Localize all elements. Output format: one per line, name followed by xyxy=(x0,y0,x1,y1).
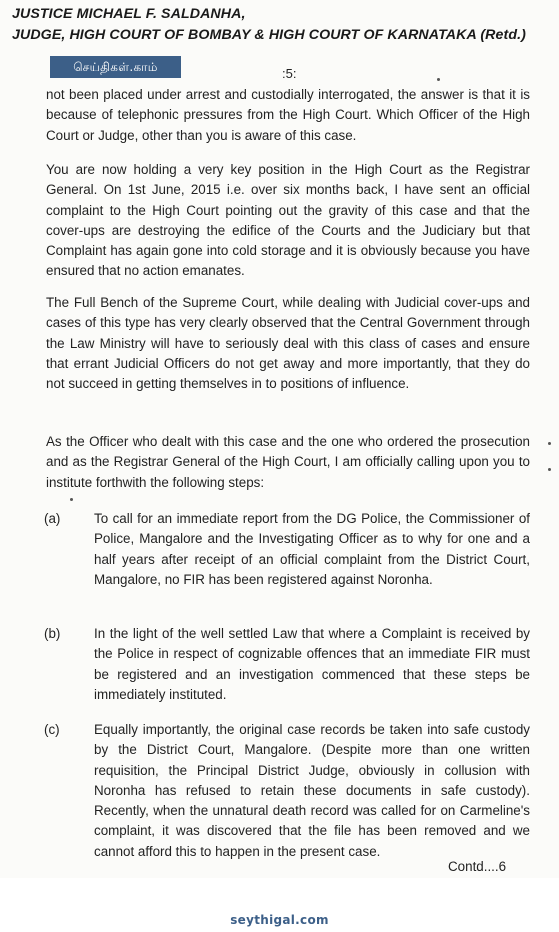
watermark-tag: செய்திகள்.காம் xyxy=(50,56,181,78)
continued-marker: Contd....6 xyxy=(448,859,507,874)
header-title: JUDGE, HIGH COURT OF BOMBAY & HIGH COURT OF KARNATAKA (Retd.) xyxy=(12,27,526,43)
speck-mark xyxy=(548,442,551,445)
speck-mark xyxy=(70,498,73,501)
item-a-text: To call for an immediate report from the DG Police, the Commissioner of Police, Mangalore and the Investigating Officer as to why for one and a half years after receipt of an official complaint from the District Court, Mangalore, no FIR has been registered against Noronha. xyxy=(94,511,530,587)
paragraph-3: The Full Bench of the Supreme Court, while dealing with Judicial cover-ups and cases of this type has very clearly observed that the Central Government through the Law Ministry will have to seriously deal with this class of cases and ensure that errant Judicial Officers do not get away and more importantly, that they do not succeed in getting themselves in to positions of influence. xyxy=(46,295,530,392)
site-watermark: seythigal.com xyxy=(230,913,329,927)
item-a-letter: (a) xyxy=(44,511,61,526)
speck-mark xyxy=(437,78,440,81)
item-b-letter: (b) xyxy=(44,626,61,641)
item-b-text: In the light of the well settled Law that where a Complaint is received by the Police in respect of cognizable offences that an immediate FIR must be registered and an investigation commenced that these steps be immediately instituted. xyxy=(94,626,530,702)
speck-mark xyxy=(548,468,551,471)
paragraph-4: As the Officer who dealt with this case and the one who ordered the prosecution and as the Registrar General of the High Court, I am officially calling upon you to institute forthwith the following steps: xyxy=(46,434,530,490)
header-name: JUSTICE MICHAEL F. SALDANHA, xyxy=(12,6,246,22)
paragraph-1: not been placed under arrest and custodially interrogated, the answer is that it is because of telephonic pressures from the High Court. Which Officer of the High Court or Judge, other than you is aware of this case. xyxy=(46,87,530,143)
paragraph-2: You are now holding a very key position in the High Court as the Registrar General. On 1st June, 2015 i.e. over six months back, I have sent an official complaint to the High Court pointing out the gravity of this case and that the cover-ups are destroying the edifice of the Courts and the Judiciary but that Complaint has again gone into cold storage and it is obviously because you have ensured that no action emanates. xyxy=(46,162,530,279)
page-number: :5: xyxy=(282,66,297,81)
item-c-letter: (c) xyxy=(44,722,60,737)
item-c-text: Equally importantly, the original case records be taken into safe custody by the District Court, Mangalore. (Despite more than one written requisition, the Principal District Judge, obviously in collusion with Noronha has refused to retain these documents in safe custody). Recently, when the unnatural death record was called for on Carmeline's complaint, it was discovered that the file has been removed and we cannot afford this to happen in the present case. xyxy=(94,722,530,859)
